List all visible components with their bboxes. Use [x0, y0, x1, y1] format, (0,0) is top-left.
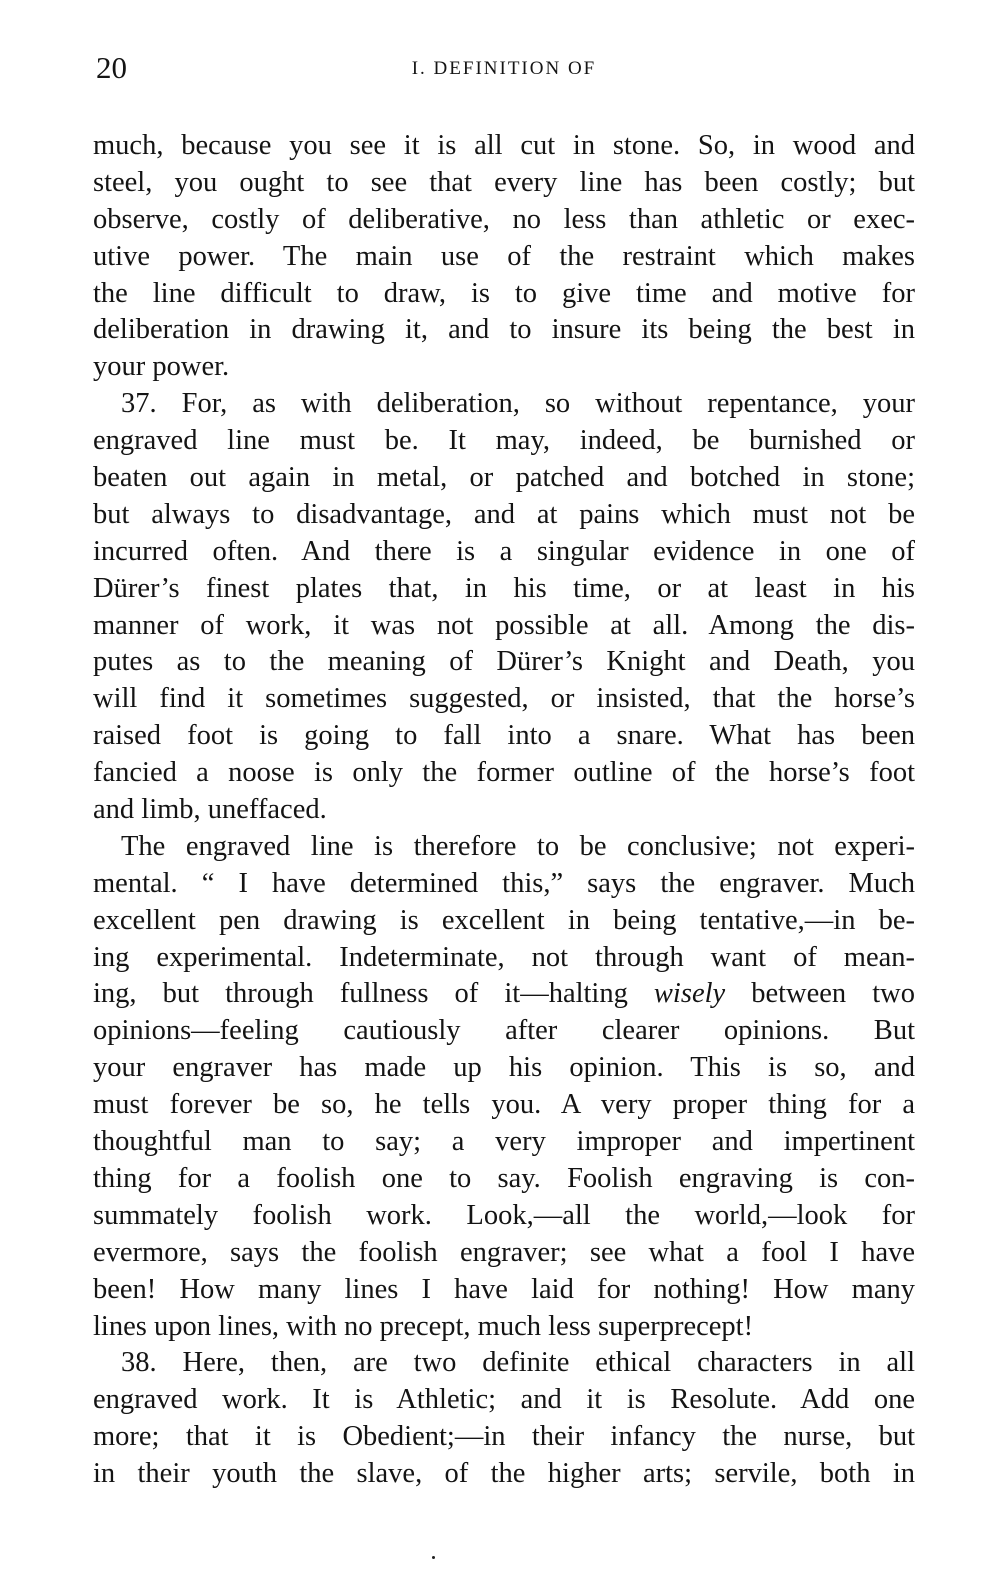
- text-line: in their youth the slave, of the higher arts; servile, both in: [93, 1458, 915, 1490]
- text-line: but always to disadvantage, and at pains which must not be: [93, 498, 915, 530]
- text-line: incurred often. And there is a singular evidence in one of: [93, 535, 915, 567]
- text-line: observe, costly of deliberative, no less than athletic or exec-: [93, 203, 915, 235]
- text-line: thoughtful man to say; a very improper and impertinent: [93, 1126, 915, 1158]
- text-line: been! How many lines I have laid for nothing! How many: [93, 1273, 915, 1305]
- text-line: will find it sometimes suggested, or insisted, that the horse’s: [93, 683, 915, 715]
- paragraph-37-start: 37. For, as with deliberation, so without repentance, your: [121, 388, 915, 420]
- running-head: I. DEFINITION OF: [411, 58, 597, 79]
- line-text-after: between two: [725, 978, 916, 1010]
- text-line: the line difficult to draw, is to give time and motive for: [93, 277, 915, 309]
- text-line: engraved line must be. It may, indeed, be burnished or: [93, 425, 915, 457]
- paragraph-start: The engraved line is therefore to be conclusive; not experi-: [121, 830, 915, 862]
- text-line: beaten out again in metal, or patched and botched in stone;: [93, 462, 915, 494]
- text-line: fancied a noose is only the former outline of the horse’s foot: [93, 757, 915, 789]
- text-line: lines upon lines, with no precept, much less superprecept!: [93, 1310, 754, 1342]
- text-line: steel, you ought to see that every line has been costly; but: [93, 166, 915, 198]
- text-line: must forever be so, he tells you. A very proper thing for a: [93, 1089, 915, 1121]
- text-line: mental. “ I have determined this,” says the engraver. Much: [93, 867, 915, 899]
- text-line: opinions—feeling cautiously after clearer opinions. But: [93, 1015, 915, 1047]
- body-text: [93, 128, 915, 1493]
- text-line: engraved work. It is Athletic; and it is Resolute. Add one: [93, 1384, 915, 1416]
- text-line-with-italic: [93, 976, 915, 1013]
- text-line: raised foot is going to fall into a snare. What has been: [93, 720, 915, 752]
- text-line: Dürer’s finest plates that, in his time, or at least in his: [93, 572, 915, 604]
- text-line: summately foolish work. Look,—all the world,—look for: [93, 1199, 915, 1231]
- print-speck: [432, 1556, 435, 1559]
- text-line: deliberation in drawing it, and to insure its being the best in: [93, 314, 915, 346]
- text-line: utive power. The main use of the restraint which makes: [93, 240, 915, 272]
- text-line: more; that it is Obedient;—in their infancy the nurse, but: [93, 1421, 915, 1453]
- italic-word: wisely: [653, 978, 726, 1010]
- text-line: your power.: [93, 351, 230, 383]
- text-line: putes as to the meaning of Dürer’s Knight and Death, you: [93, 646, 915, 678]
- page-number: 20: [96, 50, 127, 85]
- text-line: ing experimental. Indeterminate, not through want of mean-: [93, 941, 915, 973]
- paragraph-38-start: 38. Here, then, are two definite ethical characters in all: [121, 1347, 915, 1379]
- text-line: much, because you see it is all cut in stone. So, in wood and: [93, 130, 915, 161]
- line-text-before: ing, but through fullness of it—halting: [93, 978, 654, 1010]
- text-line: your engraver has made up his opinion. This is so, and: [93, 1052, 915, 1084]
- text-line: evermore, says the foolish engraver; see what a fool I have: [93, 1236, 915, 1268]
- text-line: excellent pen drawing is excellent in being tentative,—in be-: [93, 904, 915, 936]
- text-line: thing for a foolish one to say. Foolish engraving is con-: [93, 1162, 915, 1194]
- text-line: and limb, uneffaced.: [93, 794, 327, 826]
- text-line: manner of work, it was not possible at all. Among the dis-: [93, 609, 915, 641]
